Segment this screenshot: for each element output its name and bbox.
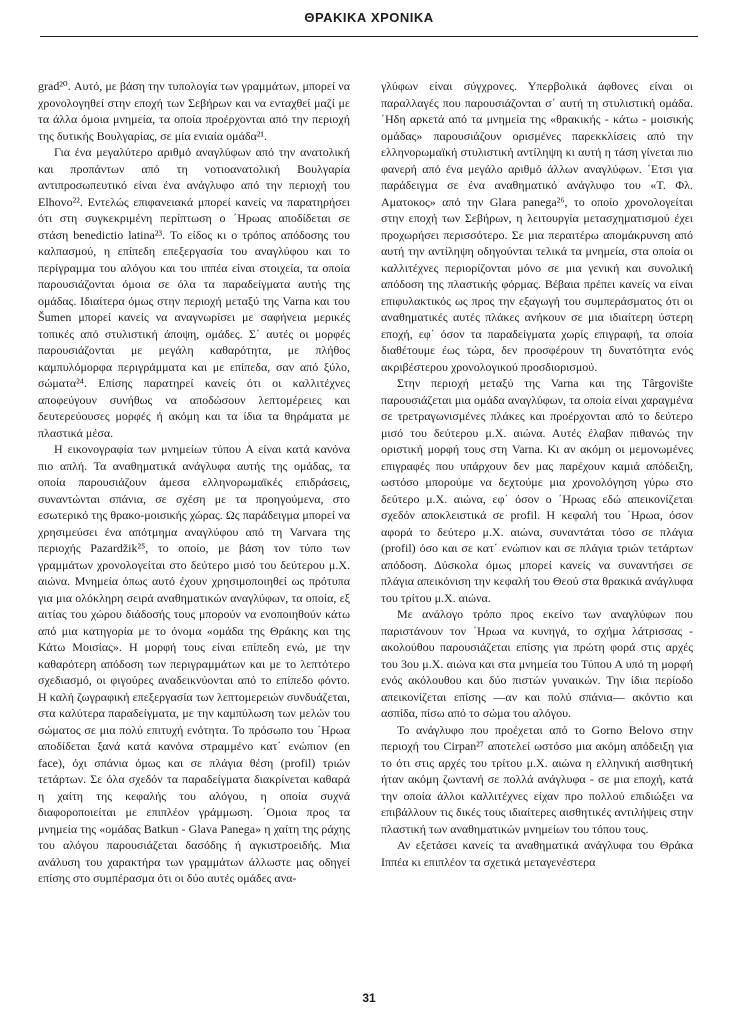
paragraph: Αν εξετάσει κανείς τα αναθηματικά ανάγλυφα του Θράκα Ιππέα κι επιπλέον τα σχετικά μεταγενέστερα xyxy=(381,838,693,869)
paragraph: γλύφων είναι σύγχρονες. Υπερβολικά άφθονες είναι οι παραλλαγές που παρουσιάζονται σ΄ αυτή τη στυλιστική ομάδα. ΄Ηδη αρκετά από τα μνημεία της «θρακικής - κάτω - μοισικής ομάδας» παρουσιάζουν ορισμένες παρεκκλίσεις από την ελληνορωμαϊκή στυλιστική αντίληψη κι αυτή η τάση γίνεται πιο φανερή από ένα μεγάλο αριθμό άλλων αναγλύφων. ΄Ετσι για παράδειγμα σε ένα αναθηματικό ανάγλυφο του «Τ. Φλ. Αματοκος» από την Glara panega²⁶, το οποίο χρονολογείται στην εποχή των Σεβήρων, η λειτουργία μετασχηματισμού έχει προχωρήσει περισσότερο. Σε μια περαιτέρω απομάκρυνση από αυτή την αντίληψη οδηγούνται τελικά τα μνημεία, στα οποία οι καλλιτέχνες περιορίζονται μόνο σε μια γενική και συνολική απόδοση της πλαστικής φόρμας. Βέβαια πρέπει κανείς να είναι επιφυλακτικός ως προς την εξαγωγή του συμπεράσματος ότι οι αναθηματικές αυτές πλάκες ανήκουν σε μια ιδιαίτερη ύστερη εποχή, εφ΄ όσον τα παραδείγματα χωρίς επιγραφή, τα οποία διαθέτουμε έως τώρα, δεν προσφέρουν τη δυνατότητα ενός ακριβέστερου χρονολογικού προσδιορισμού. xyxy=(381,79,693,374)
right-column xyxy=(381,78,693,973)
running-header: ΘΡΑΚΙΚΑ ΧΡΟΝΙΚΑ xyxy=(304,10,434,25)
paragraph: Η εικονογραφία των μνημείων τύπου Α είναι κατά κανόνα πιο απλή. Τα αναθηματικά ανάγλυφα αυτής της ομάδας, τα οποία παρουσιάζουν άμεσα ελληνορωμαϊκές επιδράσεις, συναντώνται σπάνια, σε σχέση με τα προηγούμενα, στο εσωτερικό της θρακο-μοισικής χώρας. Ως παράδειγμα μπορεί να χρησιμεύσει ένα απότμημα αναγλύφου από τη Varvara της περιοχής Pazardžik²⁵, το οποίο, με βάση τον τύπο των γραμμάτων χρονολογείται στο δεύτερο μισό του δεύτερου μ.Χ. αιώνα. Μνημεία όπως αυτό έχουν χρησιμοποιηθεί ως πρότυπα για μια ολόκληρη σειρά αναθηματικών αναγλύφων, τα οποία, εξ αιτίας του χώρου διάδοσής τους μπορούν να ενοποιηθούν κάτω από μια κατηγορία με το όνομα «ομάδα της Θράκης και της Κάτω Μοισίας». Η μορφή τους είναι επίπεδη ενώ, με την καθαρότερη απόδοση των περιγραμμάτων και με το λεπτότερο σχεδιασμό, οι φιγούρες αναδεικνύονται από το επίπεδο φόντο. Η καλή ζωγραφική επεξεργασία των λεπτομερειών συνδυάζεται, στα καλύτερα παραδείγματα, με την καμπύλωση των μελών του σώματος σε μια πολύ επιτυχή ενότητα. Το πρόσωπο του ΄Ηρωα αποδίδεται ξανά κατά κανόνα στραμμένο κατ΄ ενώπιον (en face), όχι σπάνια όμως και σε πλάγια θέση (profil) τριών τετάρτων. Σε όλα σχεδόν τα παραδείγματα διακρίνεται καθαρά η χαίτη της κεφαλής του αλόγου, η οποία συχνά διαφοροποιείται με επιπλέον γράμμωση. ΄Ομοια προς τα μνημεία της «ομάδας Batkun - Glava Panega» η χαίτη της ράχης του αλόγου παρουσιάζεται δασόδης ή αγκιστροειδής. Μια ανάλυση του χαρακτήρα των γραμμάτων άλλωστε μας οδηγεί επίσης στο συμπέρασμα ότι οι δύο αυτές ομάδες ανα- xyxy=(38,442,350,885)
header-rule xyxy=(40,36,698,37)
page-number: 31 xyxy=(362,991,376,1005)
paragraph: Για ένα μεγαλύτερο αριθμό αναγλύφων από την ανατολική και προπάντων από τη νοτιοανατολική Βουλγαρία αντιπροσωπευτικό είναι ένα ανάγλυφο από την περιοχή του Elhovo²². Εντελώς επιφανειακά μπορεί κανείς να παρατηρήσει ότι στη συγκεκριμένη περίπτωση ο ΄Ηρωας αποδίδεται σε στάση benedictio latina²³. Το είδος κι ο τρόπος απόδοσης του καλπασμού, η επίπεδη επεξεργασία του αναγλύφου και το περίγραμμα του αλόγου και του ιππέα είναι στοιχεία, τα οποία παρουσιάζονται όμοια σε όλα τα παραδείγματα αυτής της ομάδας. Ιδιαίτερα όμως στην περιοχή μεταξύ της Varna και του Šumen μπορεί κανείς να αναγνωρίσει με σαφήνεια μερικές τοπικές από στυλιστική άποψη, ομάδες. Σ΄ αυτές οι μορφές παρουσιάζονται με μεγάλη καθαρότητα, με πλήθος καμπυλόμορφα περιγράμματα και με επίπεδα, σαν από ξύλο, σώματα²⁴. Επίσης παρατηρεί κανείς ότι οι καλλιτέχνες αποφεύγουν συνήθως να αποδώσουν λεπτομέρειες και δευτερεύουσες μορφές ή ακόμη και τα ίδια τα θηράματα με πλαστικά μέσα. xyxy=(38,145,350,440)
left-column xyxy=(38,78,350,973)
paragraph: grad²⁰. Αυτό, με βάση την τυπολογία των γραμμάτων, μπορεί να χρονολογηθεί στην εποχή των Σεβήρων και να ενταχθεί μαζί με τα άλλα όμοια μνημεία, τα οποία προέρχονται από την περιοχή της δυτικής Βουλγαρίας, σε μία ενιαία ομάδα²¹. xyxy=(38,79,350,143)
paragraph: Στην περιοχή μεταξύ της Varna και της Târgovište παρουσιάζεται μια ομάδα αναγλύφων, τα οποία είναι χαραγμένα σε τρετραγωνισμένες πλάκες και προέρχονται από το δεύτερο μισό του δεύτερου μ.Χ. αιώνα. Αυτές έλαβαν πιθανώς την οριστική μορφή τους στη Varna. Κι αν ακόμη οι μεμονωμένες επιγραφές που υπάρχουν δεν μας παρέχουν καμιά απόδειξη, ωστόσο μπορούμε να δεχτούμε μια χρονολόγηση γύρω στο δεύτερο μ.Χ. αιώνα, εφ΄ όσον ο ΄Ηρωας εδώ απεικονίζεται σχεδόν αποκλειστικά σε profil. Η κεφαλή του ΄Ηρωα, όσον αφορά το δεύτερο μ.Χ. αιώνα, συναντάται τόσο σε πλάγια (profil) όσο και σε κατ΄ ενώπιον και σε πλάγια τριών τετάρτων απόδοση. Δύσκολα όμως μπορεί κανείς να συναντήσει σε πλάγια απεικόνιση την κεφαλή του Θεού στα θρακικά ανάγλυφα του τρίτου μ.Χ. αιώνα. xyxy=(381,376,693,605)
paragraph: Με ανάλογο τρόπο προς εκείνο των αναγλύφων που παριστάνουν τον ΄Ηρωα να κυνηγά, το σχήμα λάτρισσας - ακολούθου παρουσιάζεται επίσης για πρώτη φορά στις αρχές του 3ου μ.Χ. αιώνα και στα μνημεία του Τύπου Α υπό τη μορφή ενός ακόλουθου και δύο πιστών γυναικών. Την ίδια περίοδο απεικονίζεται επίσης —αν και πολύ σπάνια— ακόντιο και ασπίδα, πίσω από το σώμα του αλόγου. xyxy=(381,607,693,720)
paragraph: Το ανάγλυφο που προέχεται από το Gorno Belovo στην περιοχή του Cirpan²⁷ αποτελεί ωστόσο μια ακόμη απόδειξη για το ότι στις αρχές του τρίτου μ.Χ. αιώνα η ελληνική αισθητική ήταν ακόμη ζωντανή σε πολλά ανάγλυφα - σε μια εποχή, κατά την οποία άλλοι καλλιτέχνες είχαν προ πολλού επιδιώξει να επιβάλλουν τις δικές τους ιδιαίτερες αισθητικές αντιλήψεις στην πλαστική των αναθηματικών μνημείων του τόπου τους. xyxy=(381,722,693,836)
